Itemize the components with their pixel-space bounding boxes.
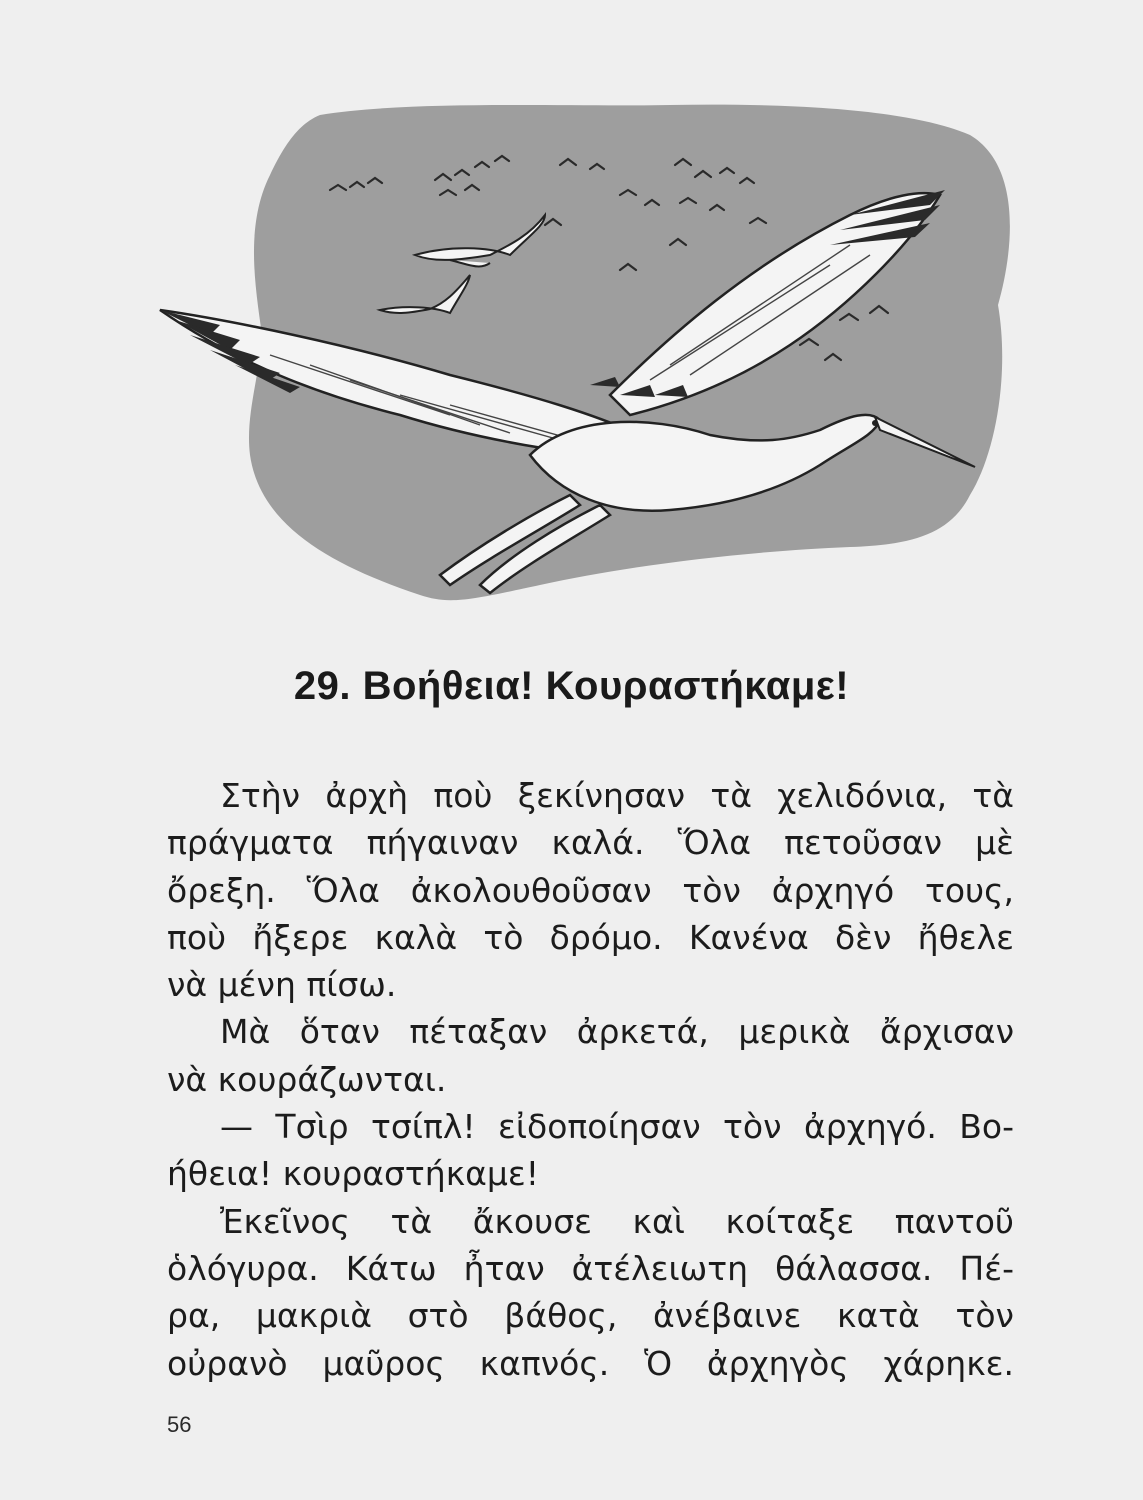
stork-eye (872, 420, 878, 426)
text-line: ὁλόγυρα. Κάτω ἦταν ἀτέλειωτη θάλασσα. Πέ- (167, 1248, 1014, 1288)
text-line: ὄρεξη. Ὅλα ἀκολουθοῦσαν τὸν ἀρχηγό τους, (167, 870, 1014, 910)
text-line: Μὰ ὅταν πέταξαν ἀρκετά, μερικὰ ἄρχισαν (220, 1012, 1014, 1052)
text-line: νὰ μένη πίσω. (167, 965, 397, 1005)
text-line: οὐρανὸ μαῦρος καπνός. Ὁ ἀρχηγὸς χάρηκε. (167, 1343, 1014, 1383)
page-number: 56 (167, 1412, 192, 1437)
text-line: ποὺ ἤξερε καλὰ τὸ δρόμο. Κανένα δὲν ἤθελε (167, 917, 1014, 957)
stork-illustration (150, 95, 1030, 635)
text-line: ρα, μακριὰ στὸ βάθος, ἀνέβαινε κατὰ τὸν (167, 1296, 1014, 1336)
text-line: πράγματα πήγαιναν καλά. Ὅλα πετοῦσαν μὲ (167, 823, 1014, 863)
text-line: — Τσὶρ τσίπλ! εἰδοποίησαν τὸν ἀρχηγό. Βο- (220, 1107, 1014, 1147)
text-line: ήθεια! κουραστήκαμε! (167, 1154, 539, 1194)
chapter-title: 29. Βοήθεια! Κουραστήκαμε! (293, 664, 850, 708)
body-text (167, 772, 1014, 1387)
text-line: Στὴν ἀρχὴ ποὺ ξεκίνησαν τὰ χελιδόνια, τὰ (220, 776, 1014, 815)
text-line: Ἐκεῖνος τὰ ἄκουσε καὶ κοίταξε παντοῦ (220, 1201, 1014, 1241)
text-line: νὰ κουράζωνται. (167, 1059, 447, 1099)
